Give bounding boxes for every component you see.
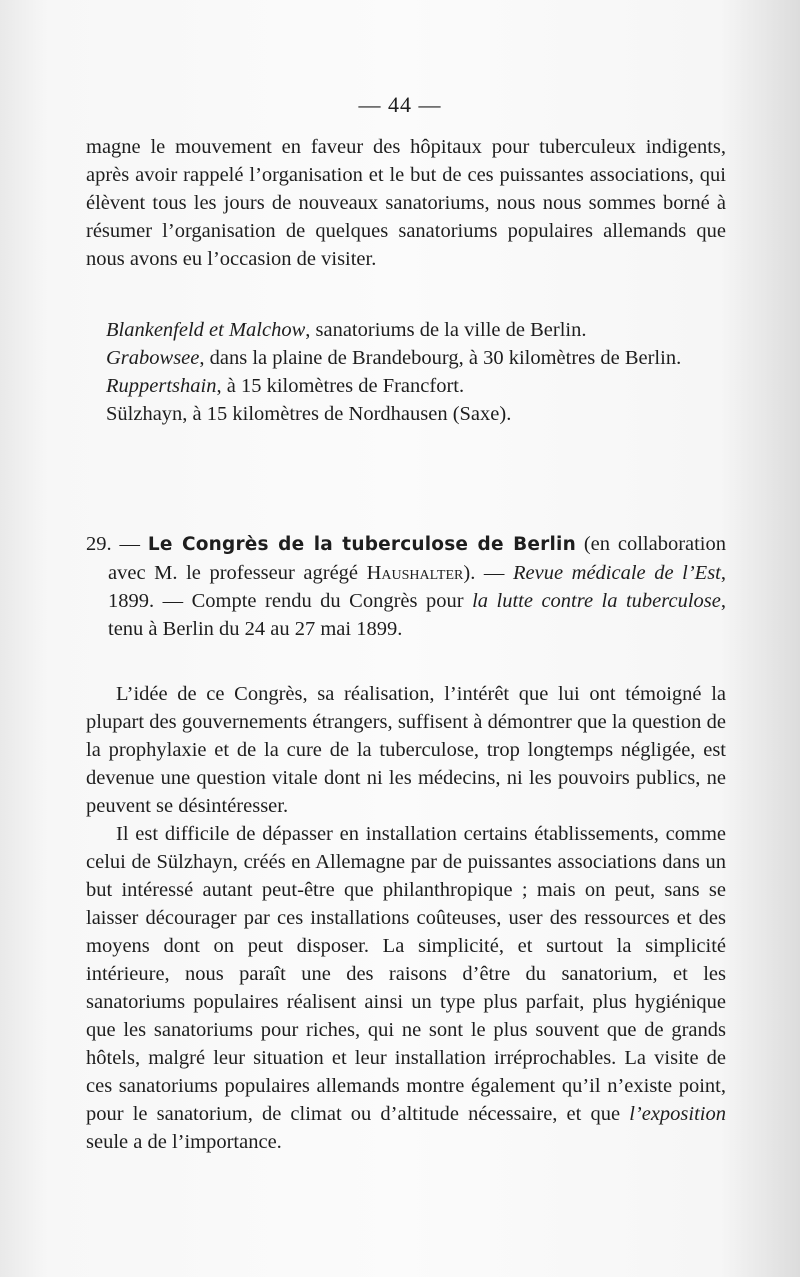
entry-collab-suffix: ). — — [463, 562, 513, 584]
list-item — [86, 400, 726, 428]
body-paragraph-2-end: seule a de l’importance. — [86, 1131, 282, 1153]
sanatorium-detail: , dans la plaine de Brandebourg, à 30 kilomètres de Berlin. — [199, 347, 682, 369]
page-number: — 44 — — [358, 92, 442, 117]
entry-collab-prefix: (en collaboration avec M. le professeur agrégé — [108, 533, 727, 584]
entry-topic: la lutte contre la tuberculose — [472, 590, 721, 612]
intro-text: magne le mouvement en faveur des hôpitaux pour tuberculeux indigents, après avoir rappelé l’organisation et le but de ces puissantes associations, qui élèvent tous les jours de nouveaux sanatoriums, nous nous sommes borné à résumer l’organisation de quelques sanatoriums populaires allemands que nous avons eu l’occasion de visiter. — [86, 136, 726, 270]
entry-number: 29. — [86, 533, 112, 555]
sanatorium-detail: , sanatoriums de la ville de Berlin. — [305, 319, 587, 341]
list-item — [86, 316, 726, 344]
entry-dash: — — [111, 533, 148, 555]
body-paragraph-2 — [86, 820, 726, 1156]
intro-paragraph — [86, 133, 726, 273]
entry-title: Le Congrès de la tuberculose de Berlin — [147, 534, 576, 555]
sanatorium-detail: Sülzhayn, à 15 kilomètres de Nordhausen (Saxe). — [106, 403, 512, 425]
sanatorium-name: Grabowsee — [106, 347, 200, 369]
entry-year: , 1899. — Compte rendu du Congrès pour — [108, 562, 727, 612]
entry-text — [86, 530, 726, 643]
entry-collaborator: Haushalter — [366, 562, 464, 584]
body-text — [86, 680, 726, 1156]
list-item — [86, 344, 726, 372]
entry-journal: Revue médicale de l’Est — [513, 562, 721, 584]
sanatorium-name: Blankenfeld et Malchow — [106, 319, 306, 341]
body-paragraph-2-start: Il est difficile de dépasser en installation certains établissements, comme celui de Sülzhayn, créés en Allemagne par de puissantes associations dans un but intéressé autant peut-être que philanthropique ; mais on peut, sans se laisser décourager par ces installations coûteuses, user des ressources et des moyens dont on peut disposer. La simplicité, et surtout la simplicité intérieure, nous paraît une des raisons d’être du sanatorium, et les sanatoriums populaires réalisent ainsi un type plus parfait, plus hygiénique que les sanatoriums pour riches, qui ne sont le plus souvent que de grands hôtels, malgré leur situation et leur installation irréprochables. La visite de ces sanatoriums populaires allemands montre également qu’il n’existe point, pour le sanatorium, de climat ou d’altitude nécessaire, et que — [86, 823, 726, 1125]
sanatorium-list — [86, 316, 726, 428]
bibliography-entry — [86, 530, 726, 643]
body-paragraph-2-emphasis: l’exposition — [629, 1103, 726, 1125]
list-item — [86, 372, 726, 400]
entry-dates: , tenu à Berlin du 24 au 27 mai 1899. — [108, 590, 726, 640]
sanatorium-detail: , à 15 kilomètres de Francfort. — [216, 375, 465, 397]
body-paragraph-1: L’idée de ce Congrès, sa réalisation, l’intérêt que lui ont témoigné la plupart des gouvernements étrangers, suffisent à démontrer que la question de la prophylaxie et de la cure de la tuberculose, trop longtemps négligée, est devenue une question vitale dont ni les médecins, ni les pouvoirs publics, ne peuvent se désintéresser. — [86, 683, 726, 817]
sanatorium-name: Ruppertshain — [106, 375, 217, 397]
